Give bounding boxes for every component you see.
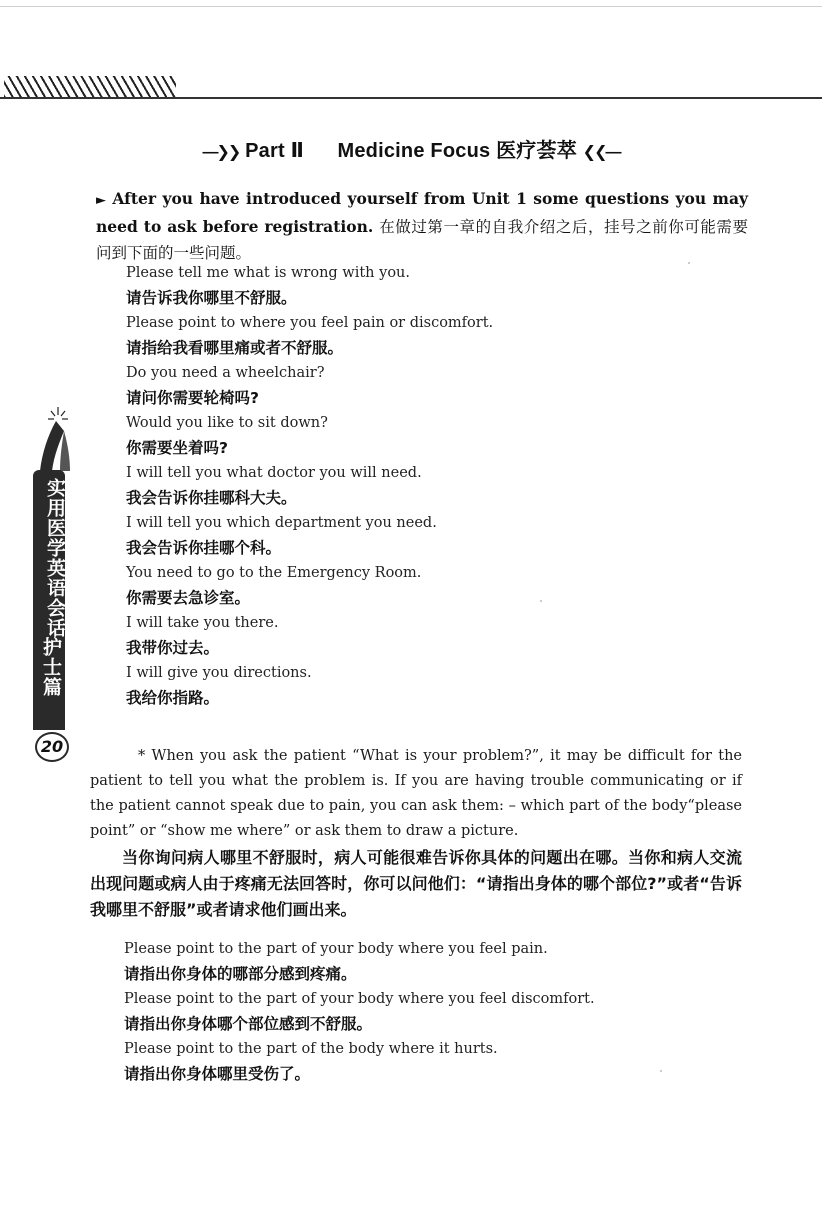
phrase-zh: 请指给我看哪里痛或者不舒服。 [126, 339, 344, 357]
part-heading [0, 134, 822, 163]
phrase-en: I will take you there. [126, 615, 279, 631]
header-rule [170, 97, 822, 99]
page-number: 20 [35, 732, 69, 762]
phrase-en: You need to go to the Emergency Room. [126, 565, 422, 581]
phrase-zh: 请指出你身体哪个部位感到不舒服。 [124, 1015, 373, 1033]
scan-speck [660, 1070, 662, 1072]
phrase-en: Please point to where you feel pain or discomfort. [126, 315, 494, 331]
header-rule-left [0, 97, 175, 99]
phrase-zh: 请指出你身体哪里受伤了。 [124, 1065, 311, 1083]
phrase-zh: 请问你需要轮椅吗? [126, 389, 259, 407]
phrase-en: Please point to the part of your body where you feel discomfort. [124, 991, 595, 1007]
note-paragraph-en: * When you ask the patient “What is your problem?”, it may be difficult for the patient to tell you what the problem is. If you are having trouble communicating or if the patient cannot speak due to pain, you can ask them: – which part of the body“please point” or “show me where” or ask them to draw a picture. [90, 748, 742, 839]
section-title-zh: 医疗荟萃 [496, 140, 577, 162]
triangle-marker-icon: ► [96, 193, 106, 208]
phrase-zh: 你需要坐着吗? [126, 439, 228, 457]
intro-text-en: After you have introduced yourself from Unit 1 some questions you may need to ask before registration. [96, 189, 748, 236]
phrase-en: Would you like to sit down? [126, 415, 328, 431]
section-title: Medicine Focus [337, 140, 491, 162]
part-label: Part [245, 140, 285, 162]
left-leaf-ornament-icon: —❯❯ [202, 144, 240, 161]
intro-text-zh: 在做过第一章的自我介绍之后，挂号之前你可能需要问到下面的一些问题。 [96, 218, 748, 262]
phrase-en: I will give you directions. [126, 665, 312, 681]
note-paragraph-zh: 当你询问病人哪里不舒服时，病人可能很难告诉你具体的问题出在哪。当你和病人交流出现问题或病人由于疼痛无法回答时，你可以问他们：“请指出身体的哪个部位?”或者“告诉我哪里不舒服”或者请求他们画出来。 [90, 848, 742, 919]
phrase-zh: 我给你指路。 [126, 689, 220, 707]
scan-speck [540, 600, 542, 602]
phrase-en: Do you need a wheelchair? [126, 365, 325, 381]
book-title: 实用医学英语会话 [44, 478, 66, 638]
side-tab [33, 470, 65, 730]
phrase-zh: 请告诉我你哪里不舒服。 [126, 289, 297, 307]
quill-sparkle-icon [38, 405, 74, 473]
phrase-zh: 我带你过去。 [126, 639, 220, 657]
scan-speck [688, 262, 690, 264]
phrase-zh: 我会告诉你挂哪科大夫。 [126, 489, 297, 507]
header-hatch-decoration [4, 76, 176, 98]
phrase-en: Please tell me what is wrong with you. [126, 265, 410, 281]
right-leaf-ornament-icon: ❮❮— [582, 144, 620, 161]
part-numeral: Ⅱ [290, 140, 304, 162]
phrase-en: I will tell you which department you need. [126, 515, 437, 531]
phrase-en: Please point to the part of the body where it hurts. [124, 1041, 498, 1057]
book-subtitle: 护士篇 [40, 637, 62, 697]
phrase-en: Please point to the part of your body where you feel pain. [124, 941, 548, 957]
phrase-list-2 [124, 937, 744, 1087]
phrase-zh: 我会告诉你挂哪个科。 [126, 539, 282, 557]
intro-paragraph [96, 186, 748, 266]
phrase-zh: 你需要去急诊室。 [126, 589, 251, 607]
phrase-list [126, 261, 746, 711]
top-rule [0, 6, 822, 7]
phrase-en: I will tell you what doctor you will need. [126, 465, 422, 481]
phrase-zh: 请指出你身体的哪部分感到疼痛。 [124, 965, 357, 983]
